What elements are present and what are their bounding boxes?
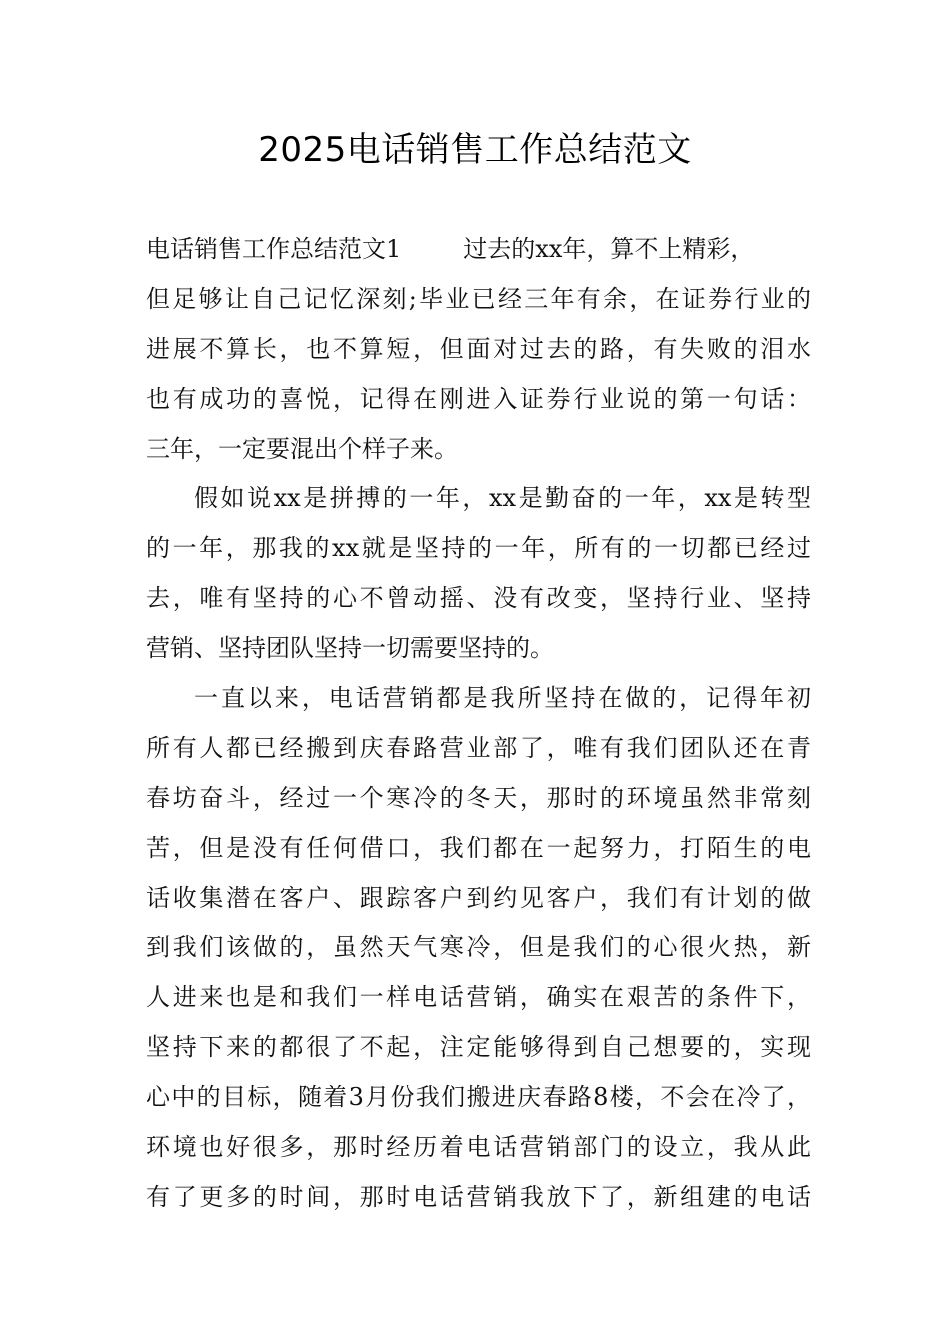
body-line-11: 所有人都已经搬到庆春路营业部了，唯有我们团队还在青 (146, 733, 811, 762)
document-body (146, 225, 811, 1223)
body-line-1 (146, 225, 811, 275)
body-line-12: 春坊奋斗，经过一个寒冷的冬天，那时的环境虽然非常刻 (146, 783, 811, 812)
body-line-20: 有了更多的时间，那时电话营销我放下了，新组建的电话 (146, 1182, 811, 1211)
body-line-9: 营销、坚持团队坚持一切需要坚持的。 (146, 634, 554, 663)
document-title: 2025电话销售工作总结范文 (258, 130, 692, 170)
body-line-14: 话收集潜在客户、跟踪客户到约见客户，我们有计划的做 (146, 883, 811, 912)
body-line-17: 坚持下来的都很了不起，注定能够得到自己想要的，实现 (146, 1033, 811, 1062)
body-line-3: 进展不算长，也不算短，但面对过去的路，有失败的泪水 (146, 334, 811, 363)
body-line-4: 也有成功的喜悦，记得在刚进入证券行业说的第一句话： (146, 384, 811, 413)
body-line-8: 去，唯有坚持的心不曾动摇、没有改变，坚持行业、坚持 (146, 584, 811, 613)
body-line-15: 到我们该做的，虽然天气寒冷，但是我们的心很火热，新 (146, 933, 811, 962)
body-line-6: 假如说xx是拼搏的一年，xx是勤奋的一年，xx是转型 (194, 484, 811, 513)
body-line-16: 人进来也是和我们一样电话营销，确实在艰苦的条件下， (146, 983, 811, 1012)
body-line-19: 环境也好很多，那时经历着电话营销部门的设立，我从此 (146, 1133, 811, 1162)
body-line-1-text: 过去的xx年，算不上精彩， (463, 235, 755, 263)
section-heading: 电话销售工作总结范文1 (146, 235, 402, 263)
body-line-18: 心中的目标，随着3月份我们搬进庆春路8楼，不会在冷了， (146, 1083, 811, 1112)
body-line-2: 但足够让自己记忆深刻;毕业已经三年有余，在证券行业的 (146, 284, 811, 313)
body-line-5: 三年，一定要混出个样子来。 (146, 434, 458, 463)
body-line-13: 苦，但是没有任何借口，我们都在一起努力，打陌生的电 (146, 833, 811, 862)
body-line-7: 的一年，那我的xx就是坚持的一年，所有的一切都已经过 (146, 534, 811, 563)
body-line-10: 一直以来，电话营销都是我所坚持在做的，记得年初 (194, 684, 811, 713)
